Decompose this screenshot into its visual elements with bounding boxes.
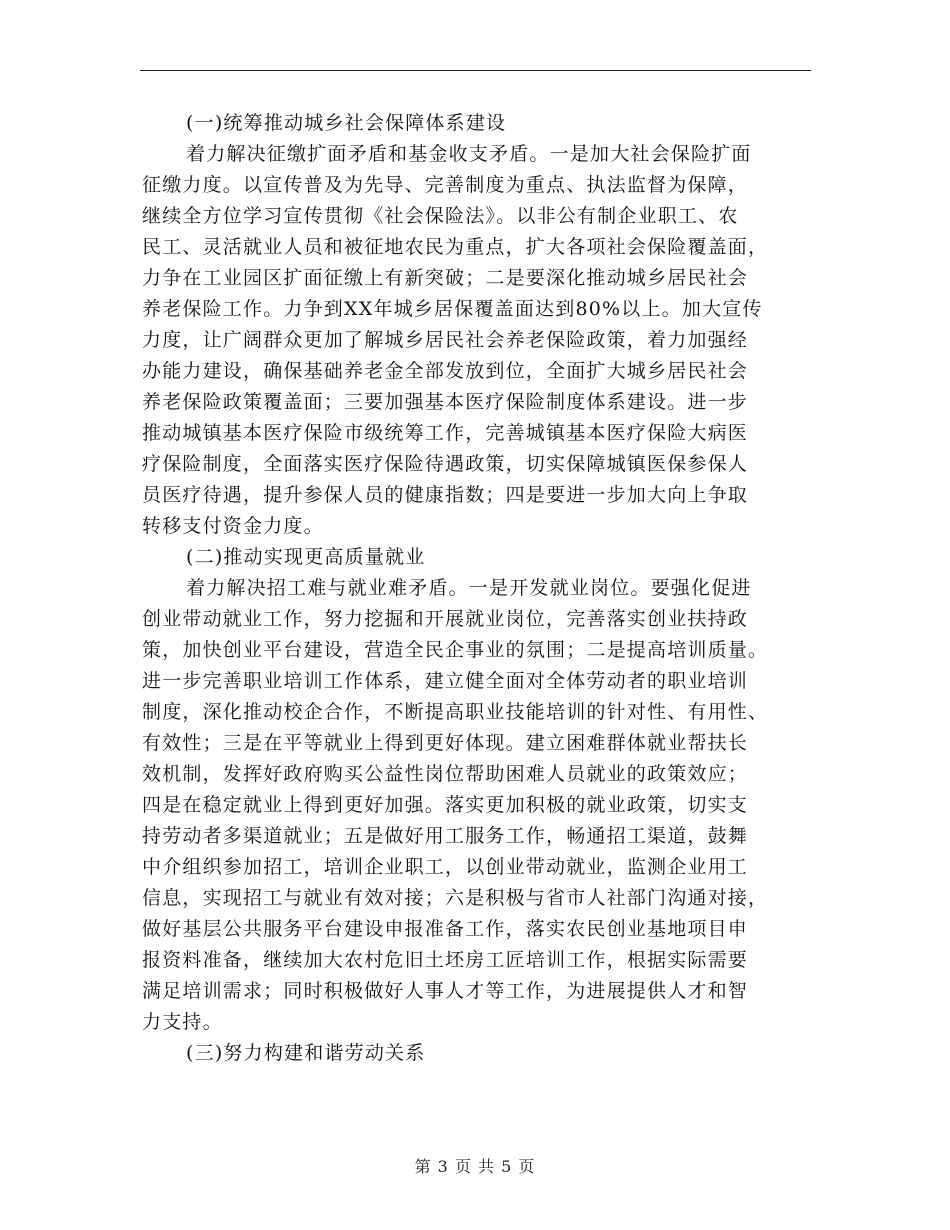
paragraph-line: 养老保险政策覆盖面；三要加强基本医疗保险制度体系建设。进一步 bbox=[142, 391, 749, 413]
paragraph-line: 报资料准备，继续加大农村危旧土坯房工匠培训工作，根据实际需要 bbox=[142, 949, 749, 971]
document-body bbox=[142, 108, 810, 1069]
paragraph-line: 转移支付资金力度。 bbox=[142, 515, 324, 537]
section-heading-1: (一)统筹推动城乡社会保障体系建设 bbox=[186, 112, 507, 134]
paragraph-line: 力争在工业园区扩面征缴上有新突破；二是要深化推动城乡居民社会 bbox=[142, 267, 749, 289]
paragraph-line: 推动城镇基本医疗保险市级统筹工作，完善城镇基本医疗保险大病医 bbox=[142, 422, 749, 444]
paragraph-line: 养老保险工作。力争到XX年城乡居保覆盖面达到80%以上。加大宣传 bbox=[142, 298, 763, 320]
header-rule bbox=[140, 70, 811, 71]
section-heading-2: (二)推动实现更高质量就业 bbox=[186, 546, 426, 568]
paragraph-line: 持劳动者多渠道就业；五是做好用工服务工作，畅通招工渠道，鼓舞 bbox=[142, 825, 749, 847]
paragraph-line: 满足培训需求；同时积极做好人事人才等工作，为进展提供人才和智 bbox=[142, 980, 749, 1002]
paragraph-line: 有效性；三是在平等就业上得到更好体现。建立困难群体就业帮扶长 bbox=[142, 732, 749, 754]
paragraph-line: 着力解决招工难与就业难矛盾。一是开发就业岗位。要强化促进 bbox=[186, 577, 752, 599]
paragraph-line: 创业带动就业工作，努力挖掘和开展就业岗位，完善落实创业扶持政 bbox=[142, 608, 749, 630]
paragraph-line: 效机制，发挥好政府购买公益性岗位帮助困难人员就业的政策效应； bbox=[142, 763, 749, 785]
paragraph-line: 做好基层公共服务平台建设申报准备工作，落实农民创业基地项目申 bbox=[142, 918, 749, 940]
paragraph-line: 制度，深化推动校企合作，不断提高职业技能培训的针对性、有用性、 bbox=[142, 701, 769, 723]
paragraph-line: 中介组织参加招工，培训企业职工，以创业带动就业，监测企业用工 bbox=[142, 856, 749, 878]
paragraph-line: 民工、灵活就业人员和被征地农民为重点，扩大各项社会保险覆盖面， bbox=[142, 236, 769, 258]
section-heading-3: (三)努力构建和谐劳动关系 bbox=[186, 1042, 426, 1064]
paragraph-line: 继续全方位学习宣传贯彻《社会保险法》。以非公有制企业职工、农 bbox=[142, 205, 739, 227]
page-number: 第 3 页 共 5 页 bbox=[414, 1157, 536, 1176]
paragraph-line: 办能力建设，确保基础养老金全部发放到位，全面扩大城乡居民社会 bbox=[142, 360, 749, 382]
paragraph-line: 疗保险制度，全面落实医疗保险待遇政策，切实保障城镇医保参保人 bbox=[142, 453, 749, 475]
paragraph-line: 信息，实现招工与就业有效对接；六是积极与省市人社部门沟通对接， bbox=[142, 887, 769, 909]
paragraph-line: 进一步完善职业培训工作体系，建立健全面对全体劳动者的职业培训 bbox=[142, 670, 749, 692]
paragraph-line: 策，加快创业平台建设，营造全民企事业的氛围；二是提高培训质量。 bbox=[142, 639, 769, 661]
paragraph-line: 着力解决征缴扩面矛盾和基金收支矛盾。一是加大社会保险扩面 bbox=[186, 143, 752, 165]
paragraph-line: 员医疗待遇，提升参保人员的健康指数；四是要进一步加大向上争取 bbox=[142, 484, 749, 506]
paragraph-line: 征缴力度。以宣传普及为先导、完善制度为重点、执法监督为保障， bbox=[142, 174, 749, 196]
paragraph-line: 力支持。 bbox=[142, 1011, 223, 1033]
paragraph-line: 力度，让广阔群众更加了解城乡居民社会养老保险政策，着力加强经 bbox=[142, 329, 749, 351]
paragraph-line: 四是在稳定就业上得到更好加强。落实更加积极的就业政策，切实支 bbox=[142, 794, 749, 816]
